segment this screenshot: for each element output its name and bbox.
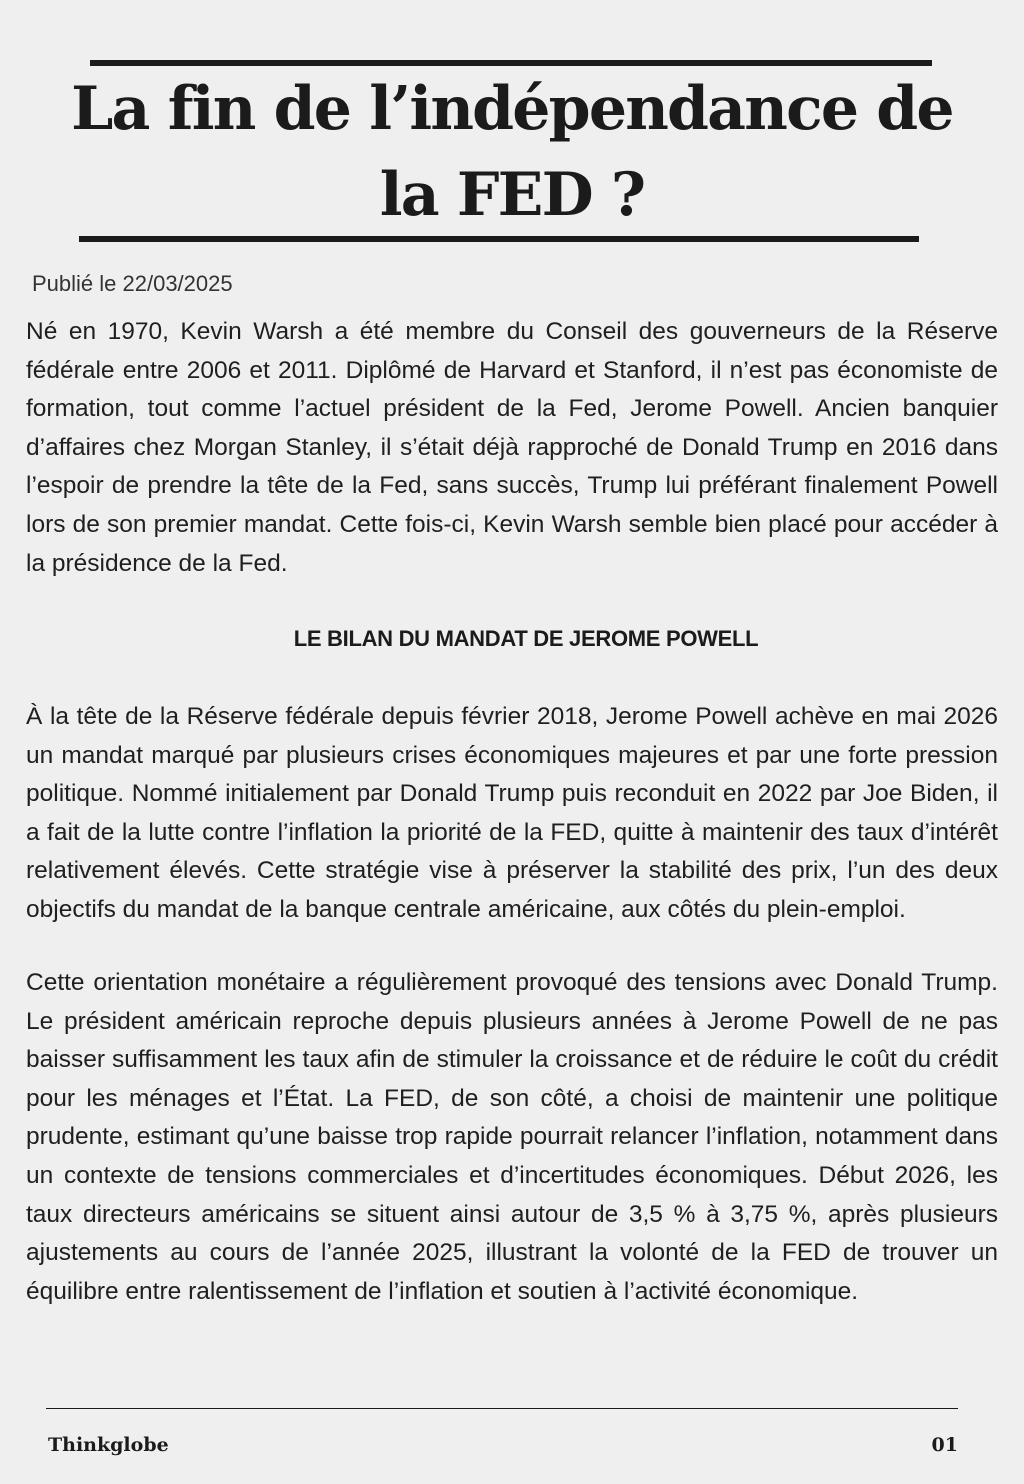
section-heading: LE BILAN DU MANDAT DE JEROME POWELL — [293, 626, 759, 651]
footer-rule — [46, 1408, 958, 1409]
page-title: La fin de l’indépendance de la FED ? — [71, 74, 953, 230]
intro-paragraph: Né en 1970, Kevin Warsh a été membre du Conseil des gouverneurs de la Réserve fédérale entre 2006 et 2011. Diplômé de Harvard et Stanford, il n’est pas économiste de formation, tout comme l’actuel président de la Fed, Jerome Powell. Ancien banquier d’affaires chez Morgan Stanley, il s’était déjà rapproché de Donald Trump en 2016 dans l’espoir de prendre la tête de la Fed, sans succès, Trump lui préférant finalement Powell lors de son premier mandat. Cette fois-ci, Kevin Warsh semble bien placé pour accéder à la présidence de la Fed. — [26, 318, 998, 577]
publication-date: Publié le 22/03/2025 — [32, 271, 233, 296]
footer-brand: Thinkglobe — [48, 1434, 169, 1456]
page-number: 01 — [931, 1434, 958, 1456]
title-bottom-rule — [79, 236, 919, 242]
body-paragraph-2: Cette orientation monétaire a régulièrement provoqué des tensions avec Donald Trump. Le président américain reproche depuis plusieurs années à Jerome Powell de ne pas baisser suffisamment les taux afin de stimuler la croissance et de réduire le coût du crédit pour les ménages et l’État. La FED, de son côté, a choisi de maintenir une politique prudente, estimant qu’une baisse trop rapide pourrait relancer l’inflation, notamment dans un contexte de tensions commerciales et d’incertitudes économiques. Début 2026, les taux directeurs américains se situent ainsi autour de 3,5 % à 3,75 %, après plusieurs ajustements au cours de l’année 2025, illustrant la volonté de la FED de trouver un équilibre entre ralentissement de l’inflation et soutien à l’activité économique. — [26, 969, 998, 1305]
body-paragraph-1: À la tête de la Réserve fédérale depuis février 2018, Jerome Powell achève en mai 2026 un mandat marqué par plusieurs crises économiques majeures et par une forte pression politique. Nommé initialement par Donald Trump puis reconduit en 2022 par Joe Biden, il a fait de la lutte contre l’inflation la priorité de la FED, quitte à maintenir des taux d’intérêt relativement élevés. Cette stratégie vise à préserver la stabilité des prix, l’un des deux objectifs du mandat de la banque centrale américaine, aux côtés du plein-emploi. — [26, 703, 998, 923]
